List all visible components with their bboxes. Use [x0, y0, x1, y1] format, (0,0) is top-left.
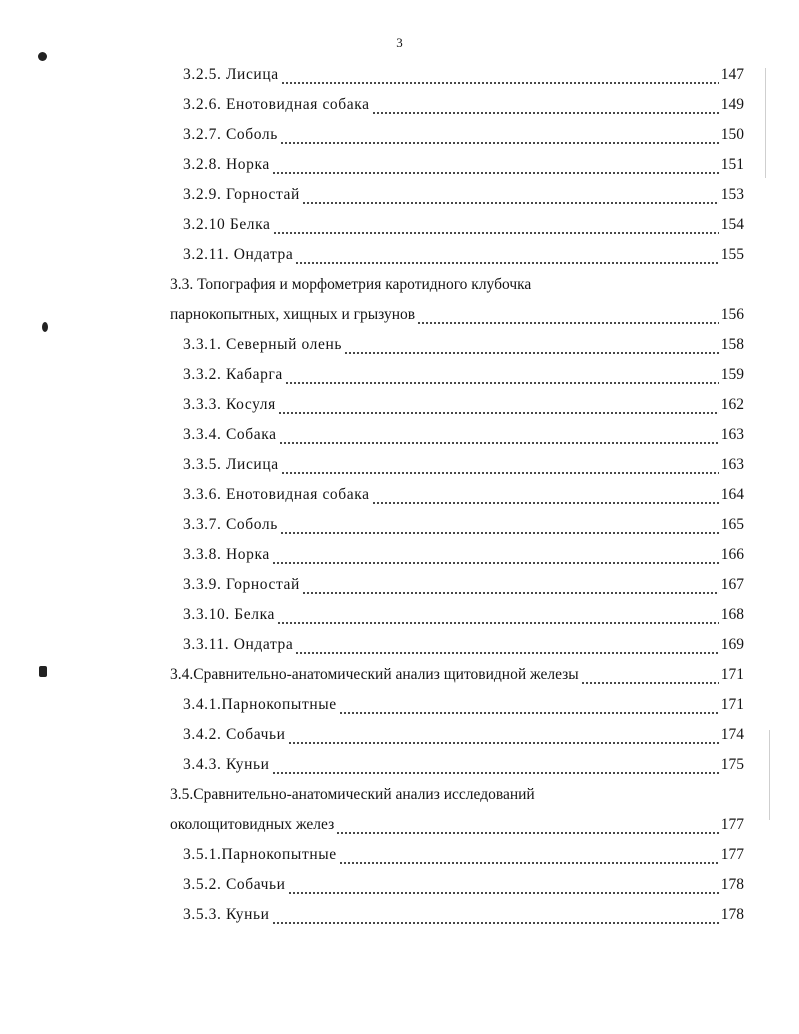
toc-page-number: 162 [720, 396, 744, 413]
toc-entry-title: 3.2.11. Ондатра [183, 246, 294, 263]
dot-leader [339, 859, 719, 866]
toc-page-number: 169 [720, 636, 744, 653]
toc-entry-title: 3.3.8. Норка [183, 546, 270, 563]
dot-leader [272, 169, 719, 176]
toc-section-entry [170, 664, 744, 686]
toc-page-number: 171 [720, 696, 744, 713]
toc-section-title: 3.5.Сравнительно-анатомический анализ исследований [170, 786, 535, 803]
toc-entry-title: 3.4.2. Собачьи [183, 726, 286, 743]
toc-entry-title: 3.3.6. Енотовидная собака [183, 486, 370, 503]
toc-entry-title: 3.3.4. Собака [183, 426, 277, 443]
toc-entry [183, 454, 744, 476]
dot-leader [302, 589, 719, 596]
toc-entry [183, 754, 744, 776]
toc-page-number: 153 [720, 186, 744, 203]
scan-margin-line [769, 730, 770, 820]
toc-page-number: 151 [720, 156, 744, 173]
scan-speck [38, 52, 47, 61]
toc-entry-title: 3.4.3. Куньи [183, 756, 270, 773]
toc-entry-title: 3.3.3. Косуля [183, 396, 276, 413]
toc-entry [183, 64, 744, 86]
toc-entry-title: 3.3.2. Кабарга [183, 366, 283, 383]
dot-leader [280, 139, 719, 146]
toc-entry-title: 3.2.6. Енотовидная собака [183, 96, 370, 113]
toc-entry-title: 3.2.10 Белка [183, 216, 271, 233]
scan-speck [42, 322, 48, 332]
toc-entry [183, 844, 744, 866]
toc-entry [183, 724, 744, 746]
dot-leader [279, 439, 719, 446]
toc-entry [183, 154, 744, 176]
toc-entry [183, 604, 744, 626]
toc-entry [183, 904, 744, 926]
toc-page-number: 163 [720, 426, 744, 443]
toc-page-number: 147 [720, 66, 744, 83]
dot-leader [288, 889, 719, 896]
scan-margin-line [765, 68, 766, 178]
toc-page-number: 178 [720, 906, 744, 923]
dot-leader [281, 469, 719, 476]
dot-leader [288, 739, 719, 746]
toc-entry [183, 544, 744, 566]
toc-page-number: 164 [720, 486, 744, 503]
toc-entry-title: 3.3.5. Лисица [183, 456, 279, 473]
toc-entry-title: 3.2.5. Лисица [183, 66, 279, 83]
toc-section-entry [170, 814, 744, 836]
toc-page-number: 154 [720, 216, 744, 233]
dot-leader [372, 109, 719, 116]
toc-page-number: 155 [720, 246, 744, 263]
toc-entry-title: околощитовидных желез [170, 816, 335, 833]
scan-speck [39, 666, 47, 677]
toc-page-number: 156 [720, 306, 744, 323]
toc-entry-title: парнокопытных, хищных и грызунов [170, 306, 416, 323]
dot-leader [278, 409, 719, 416]
toc-section-title: 3.3. Топография и морфометрия каротидного клубочка [170, 276, 532, 293]
dot-leader [272, 559, 719, 566]
toc-entry [183, 244, 744, 266]
toc-entry [183, 424, 744, 446]
toc-entry-title: 3.4.1.Парнокопытные [183, 696, 337, 713]
toc-page-number: 171 [720, 666, 744, 683]
toc-page-number: 175 [720, 756, 744, 773]
toc-entry [183, 694, 744, 716]
toc-entry-title: 3.3.11. Ондатра [183, 636, 294, 653]
dot-leader [277, 619, 719, 626]
toc-entry-title: 3.2.8. Норка [183, 156, 270, 173]
dot-leader [372, 499, 719, 506]
toc-entry [183, 94, 744, 116]
toc-entry [183, 124, 744, 146]
dot-leader [281, 79, 719, 86]
toc-page-number: 165 [720, 516, 744, 533]
toc-entry-title: 3.5.2. Собачьи [183, 876, 286, 893]
toc-entry [183, 574, 744, 596]
dot-leader [285, 379, 719, 386]
toc-entry [183, 484, 744, 506]
toc-page-number: 158 [720, 336, 744, 353]
dot-leader [336, 829, 719, 836]
toc-entry [183, 334, 744, 356]
toc-entry-title: 3.3.9. Горностай [183, 576, 300, 593]
dot-leader [339, 709, 719, 716]
toc-page-number: 163 [720, 456, 744, 473]
toc-entry-title: 3.2.7. Соболь [183, 126, 278, 143]
page-number: 3 [396, 35, 403, 50]
dot-leader [417, 319, 719, 326]
toc-entry [183, 184, 744, 206]
toc-page-number: 168 [720, 606, 744, 623]
toc-entry-title: 3.2.9. Горностай [183, 186, 300, 203]
toc-entry [183, 874, 744, 896]
toc-page-number: 174 [720, 726, 744, 743]
toc-page-number: 178 [720, 876, 744, 893]
toc-entry [183, 634, 744, 656]
toc-entry-title: 3.5.3. Куньи [183, 906, 270, 923]
toc-page-number: 177 [720, 846, 744, 863]
toc-entry-title: 3.3.7. Соболь [183, 516, 278, 533]
dot-leader [581, 679, 719, 686]
toc-entry-title: 3.3.10. Белка [183, 606, 275, 623]
toc-page-number: 177 [720, 816, 744, 833]
toc-entry [183, 364, 744, 386]
toc-page-number: 159 [720, 366, 744, 383]
toc-entry-title: 3.4.Сравнительно-анатомический анализ щитовидной железы [170, 666, 579, 683]
dot-leader [280, 529, 719, 536]
toc-entry-title: 3.5.1.Парнокопытные [183, 846, 337, 863]
toc-page-number: 166 [720, 546, 744, 563]
toc-page-number: 149 [720, 96, 744, 113]
toc-page-number: 167 [720, 576, 744, 593]
dot-leader [272, 769, 719, 776]
toc-page-number: 150 [720, 126, 744, 143]
dot-leader [272, 919, 719, 926]
toc-section-entry [170, 304, 744, 326]
toc-entry-title: 3.3.1. Северный олень [183, 336, 343, 353]
dot-leader [273, 229, 719, 236]
dot-leader [344, 349, 719, 356]
toc-entry [183, 514, 744, 536]
dot-leader [302, 199, 719, 206]
toc-entry [183, 214, 744, 236]
dot-leader [295, 649, 718, 656]
toc-entry [183, 394, 744, 416]
dot-leader [295, 259, 718, 266]
